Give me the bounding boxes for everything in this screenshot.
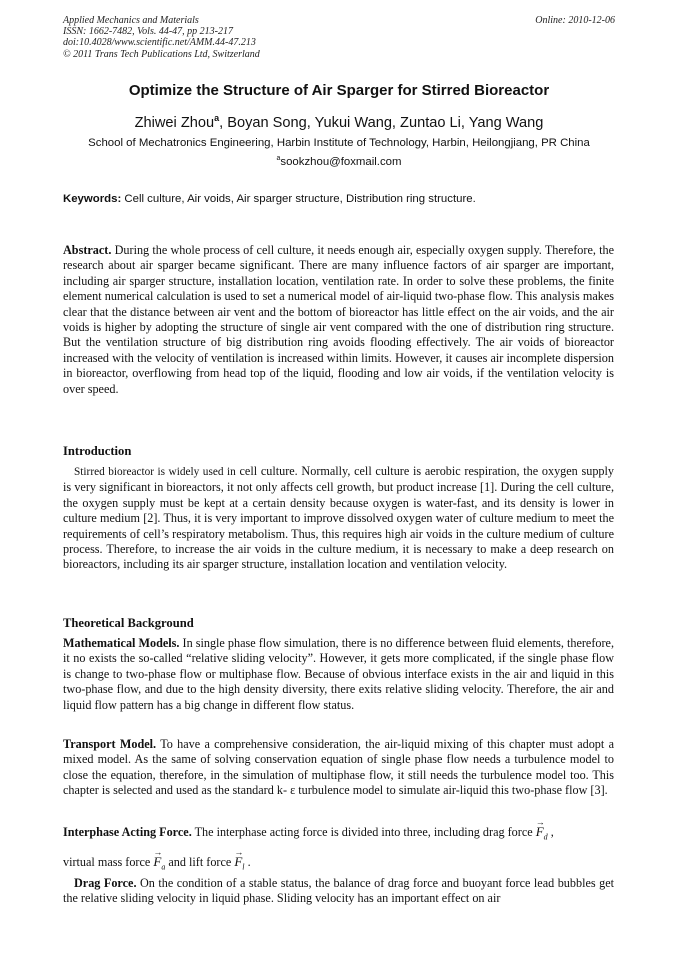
math-models-label: Mathematical Models. xyxy=(63,636,180,650)
paper-title: Optimize the Structure of Air Sparger for Stirred Bioreactor xyxy=(128,82,550,99)
issn-line: ISSN: 1662-7482, Vols. 44-47, pp 213-217 xyxy=(63,26,233,38)
email-address: sookzhou@foxmail.com xyxy=(280,156,402,168)
author-affil-marker: a xyxy=(214,113,220,123)
virtual-mass-force-symbol: → $F_a$ xyxy=(153,850,165,880)
email-line xyxy=(40,154,638,170)
introduction-paragraph xyxy=(63,464,614,573)
virtual-mass-text: virtual mass force xyxy=(63,854,151,869)
email-marker: a xyxy=(276,155,281,162)
transport-model-text: To have a comprehensive consideration, the air-liquid mixing of this chapter must adopt a mixed model. As the same of solving conservation equation of single phase flow needs a turbulence model to close the equation, therefore, in the simulation of multiphase flow, it still needs the turbulence model too. This chapter is selected and used as the standard k- ε turbulence model to simulate air-liquid this two-phase flow [3]. xyxy=(63,737,614,798)
online-date: Online: 2010-12-06 xyxy=(535,15,615,26)
author-list xyxy=(40,113,638,133)
abstract-label: Abstract. xyxy=(63,243,112,257)
interphase-force-label: Interphase Acting Force. xyxy=(63,825,192,839)
copyright-line: © 2011 Trans Tech Publications Ltd, Switzerland xyxy=(63,48,260,60)
affiliation: School of Mechatronics Engineering, Harbin Institute of Technology, Harbin, Heilongjiang, PR China xyxy=(88,137,590,149)
drag-force-text: On the condition of a stable status, the balance of drag force and buoyant force lead bubbles get the relative sliding velocity in liquid phase. Sliding velocity has an important effect on air xyxy=(63,876,614,906)
journal-name: Applied Mechanics and Materials xyxy=(63,15,199,26)
introduction-lead: Stirred bioreactor is widely used in xyxy=(74,466,236,478)
first-author: Zhiwei Zhou xyxy=(134,115,215,131)
keywords xyxy=(63,191,476,207)
introduction-heading: Introduction xyxy=(63,444,132,458)
keywords-label: Keywords: xyxy=(63,193,122,205)
abstract-text: During the whole process of cell culture, it needs enough air, especially oxygen supply. Therefore, the research about air sparger became significant. There are many influence factors of air sparger are important, including air sparger structure, installation location, ventilation rate. In order to solve these problems, the finite element numerical calculation is used to set a numerical model of air-liquid two-phase flow. This analysis makes clear that the distance between air vent and the bottom of bioreactor has little effect on the air voids, and the air voids is higher by adopting the structure of single air vent compared with the one of distribution ring structure. But the ventilation structure of big distribution ring avoids flooding effectively. The air voids of bioreactor increased with the velocity of ventilation is increased within limits. However, it causes air incomplete dispersion in bioreactor, overflowing from head top of the liquid, flooding and low air voids, if the ventilation velocity is over speed. xyxy=(63,243,614,396)
interphase-force-text: The interphase acting force is divided into three, including drag force xyxy=(191,825,533,839)
drag-force-paragraph xyxy=(63,876,614,907)
drag-force-label: Drag Force. xyxy=(74,876,137,890)
keywords-text: Cell culture, Air voids, Air sparger structure, Distribution ring structure. xyxy=(121,193,476,205)
doi-line: doi:10.4028/www.scientific.net/AMM.44-47.213 xyxy=(63,37,256,49)
math-models-text: In single phase flow simulation, there is no difference between fluid elements, therefore, it no exists the so-called “relative sliding velocity”. However, it gets more complicated, if the single phase flow is change to two-phase flow or multiphase flow. Because of obvious interface exists in the air and liquid in this two-phase flow, and due to the high density diversity, there exits relative sliding velocity. Therefore, the air and liquid flow pattern has a big change in different flow status. xyxy=(63,636,614,712)
other-authors: , Boyan Song, Yukui Wang, Zuntao Li, Yang Wang xyxy=(219,115,544,131)
introduction-text: cell culture. Normally, cell culture is aerobic respiration, the oxygen supply is very significant in bioreactors, it not only affects cell growth, but product increase [1]. During the cell culture, the oxygen supply must be kept at a certain density because oxygen is water-fast, and its density is lower in culture medium [2]. Thus, it is very important to improve dissolved oxygen water of culture medium to meet the requirements of cell’s respiratory metabolism. Thus, this requires high air voids in the culture medium of culture process. Therefore, to increase the air voids in the culture medium, it is necessary to make a deep research on bioreactors, including its air sparger structure, installation location and ventilation velocity. xyxy=(63,464,614,572)
theory-heading: Theoretical Background xyxy=(63,616,194,630)
journal-header xyxy=(63,15,260,60)
drag-force-symbol: → $F_d$ xyxy=(536,820,548,850)
abstract xyxy=(63,243,614,397)
lift-force-symbol: → $F_l$ xyxy=(234,850,244,880)
lift-force-text: and lift force xyxy=(165,854,232,869)
interphase-force-paragraph: Interphase Acting Force. The interphase acting force is divided into three, including drag force → $F_d$ , virtual mass force → $F_a$ and lift force → $F_l$ . xyxy=(63,820,614,879)
transport-model-paragraph xyxy=(63,737,614,799)
math-models-paragraph xyxy=(63,636,614,713)
transport-model-label: Transport Model. xyxy=(63,737,157,751)
